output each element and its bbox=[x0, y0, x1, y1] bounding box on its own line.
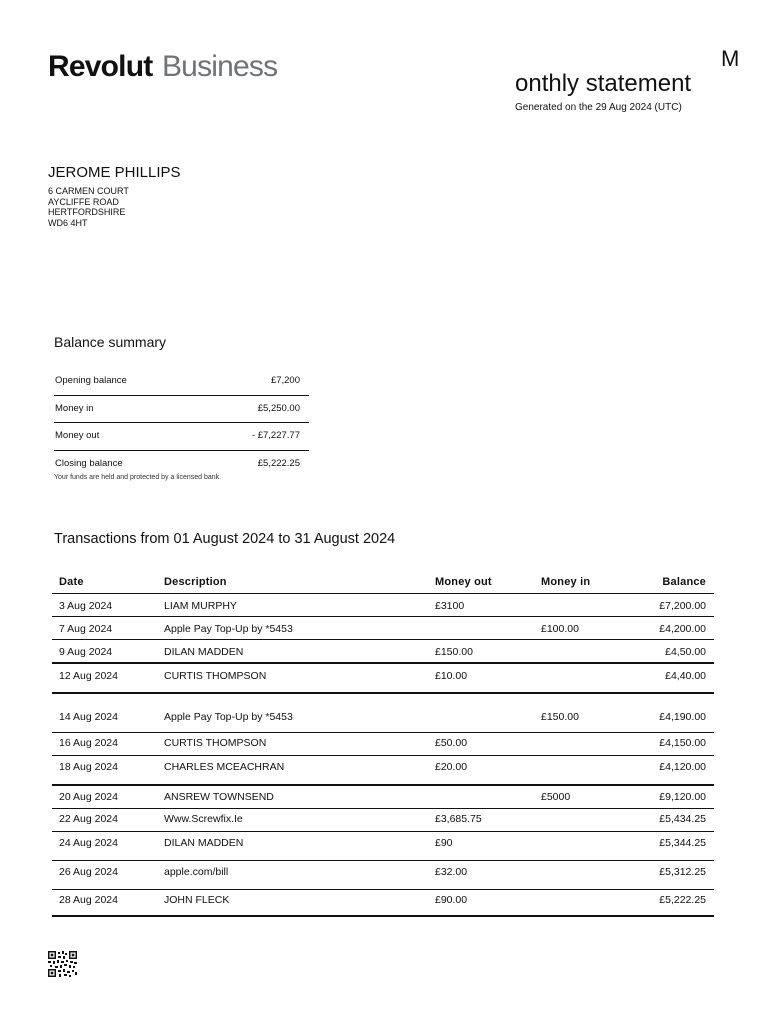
summary-label: Opening balance bbox=[55, 375, 127, 386]
tx-money-in: £100.00 bbox=[541, 623, 579, 635]
summary-value: - £7,227.77 bbox=[251, 430, 300, 441]
tx-date: 3 Aug 2024 bbox=[59, 600, 113, 612]
tx-date: 16 Aug 2024 bbox=[59, 737, 118, 749]
balance-summary-title: Balance summary bbox=[54, 334, 167, 350]
tx-description: CURTIS THOMPSON bbox=[164, 670, 267, 682]
tx-balance: £4,40.00 bbox=[665, 670, 706, 682]
tx-money-in: £150.00 bbox=[541, 711, 579, 723]
tx-date: 18 Aug 2024 bbox=[59, 761, 118, 773]
tx-money-out: £3100 bbox=[435, 600, 465, 612]
tx-description: JOHN FLECK bbox=[164, 894, 230, 906]
address-line: AYCLIFFE ROAD bbox=[48, 196, 119, 207]
column-header-description: Description bbox=[164, 576, 227, 588]
summary-row-opening bbox=[54, 368, 309, 395]
tx-balance: £7,200.00 bbox=[659, 600, 706, 612]
tx-date: 26 Aug 2024 bbox=[59, 866, 118, 878]
brand-logo bbox=[48, 50, 277, 84]
tx-date: 20 Aug 2024 bbox=[59, 791, 118, 803]
table-row bbox=[52, 889, 714, 915]
tx-balance: £5,434.25 bbox=[659, 813, 706, 825]
tx-money-out: £150.00 bbox=[435, 646, 473, 658]
tx-date: 14 Aug 2024 bbox=[59, 711, 118, 723]
tx-date: 28 Aug 2024 bbox=[59, 894, 118, 906]
tx-description: DILAN MADDEN bbox=[164, 837, 244, 849]
address-line: WD6 4HT bbox=[48, 217, 88, 228]
summary-label: Money out bbox=[55, 430, 100, 441]
tx-money-out: £20.00 bbox=[435, 761, 468, 773]
summary-value: £5,222.25 bbox=[257, 457, 300, 469]
tx-balance: £5,222.25 bbox=[659, 894, 706, 906]
tx-description: Www.Screwfix.Ie bbox=[164, 813, 243, 825]
tx-date: 7 Aug 2024 bbox=[59, 623, 113, 635]
tx-balance: £5,344.25 bbox=[659, 837, 706, 849]
summary-row-money-in bbox=[54, 396, 309, 423]
brand-product: Business bbox=[161, 50, 278, 83]
tx-description: apple.com/bill bbox=[164, 866, 229, 878]
summary-row-money-out bbox=[54, 423, 309, 450]
tx-description: DILAN MADDEN bbox=[164, 646, 244, 658]
protection-note: Your funds are held and protected by a licensed bank. bbox=[54, 474, 222, 481]
tx-date: 12 Aug 2024 bbox=[59, 670, 118, 682]
tx-date: 22 Aug 2024 bbox=[59, 813, 118, 825]
tx-balance: £4,200.00 bbox=[659, 623, 706, 635]
table-row bbox=[52, 860, 714, 889]
tx-date: 24 Aug 2024 bbox=[59, 837, 118, 849]
address-line: HERTFORDSHIRE bbox=[48, 207, 126, 217]
column-header-balance: Balance bbox=[662, 576, 706, 588]
tx-money-out: £90.00 bbox=[435, 894, 468, 906]
customer-address bbox=[48, 186, 129, 228]
tx-date: 9 Aug 2024 bbox=[59, 646, 113, 658]
tx-description: CHARLES MCEACHRAN bbox=[164, 761, 285, 773]
tx-description: Apple Pay Top-Up by *5453 bbox=[164, 623, 293, 635]
statement-title: onthly statement bbox=[515, 70, 692, 97]
tx-money-in: £5000 bbox=[541, 791, 571, 803]
balance-summary-table bbox=[54, 368, 309, 477]
brand-name: Revolut bbox=[48, 50, 153, 83]
table-row bbox=[52, 662, 714, 692]
column-header-date: Date bbox=[59, 576, 84, 588]
table-header bbox=[52, 570, 714, 593]
summary-value: £5,250.00 bbox=[257, 402, 300, 414]
tx-money-out: £50.00 bbox=[435, 737, 468, 749]
tx-description: CURTIS THOMPSON bbox=[164, 737, 267, 749]
tx-balance: £5,312.25 bbox=[659, 866, 706, 878]
tx-description: Apple Pay Top-Up by *5453 bbox=[164, 711, 293, 723]
summary-label: Money in bbox=[55, 402, 94, 414]
address-line: 6 CARMEN COURT bbox=[48, 186, 129, 196]
tx-balance: £4,150.00 bbox=[659, 737, 706, 749]
qr-code-icon bbox=[48, 951, 77, 977]
transactions-title: Transactions from 01 August 2024 to 31 August 2024 bbox=[54, 531, 396, 547]
corner-letter: M bbox=[721, 46, 740, 71]
table-row bbox=[52, 732, 714, 755]
summary-value: £7,200 bbox=[270, 375, 300, 386]
tx-description: LIAM MURPHY bbox=[164, 600, 237, 612]
tx-description: ANSREW TOWNSEND bbox=[164, 791, 274, 803]
generated-date: Generated on the 29 Aug 2024 (UTC) bbox=[515, 102, 682, 113]
table-row bbox=[52, 639, 714, 662]
transactions-table bbox=[52, 570, 714, 917]
customer-name: JEROME PHILLIPS bbox=[48, 164, 181, 181]
tx-balance: £4,120.00 bbox=[659, 761, 706, 773]
table-body bbox=[52, 593, 714, 917]
table-row bbox=[52, 593, 714, 616]
tx-money-out: £90 bbox=[435, 837, 453, 849]
column-header-money-out: Money out bbox=[435, 576, 492, 588]
table-row bbox=[52, 755, 714, 784]
summary-label: Closing balance bbox=[55, 457, 123, 469]
table-row bbox=[52, 808, 714, 831]
table-bottom-border bbox=[52, 915, 714, 917]
table-row bbox=[52, 616, 714, 639]
tx-money-out: £10.00 bbox=[435, 670, 468, 682]
tx-balance: £9,120.00 bbox=[659, 791, 706, 803]
table-row bbox=[52, 784, 714, 808]
tx-balance: £4,190.00 bbox=[659, 711, 706, 723]
column-header-money-in: Money in bbox=[541, 576, 591, 588]
tx-balance: £4,50.00 bbox=[665, 646, 706, 658]
table-row bbox=[52, 831, 714, 860]
table-row bbox=[52, 692, 714, 732]
tx-money-out: £3,685.75 bbox=[435, 813, 482, 825]
tx-money-out: £32.00 bbox=[435, 866, 468, 878]
